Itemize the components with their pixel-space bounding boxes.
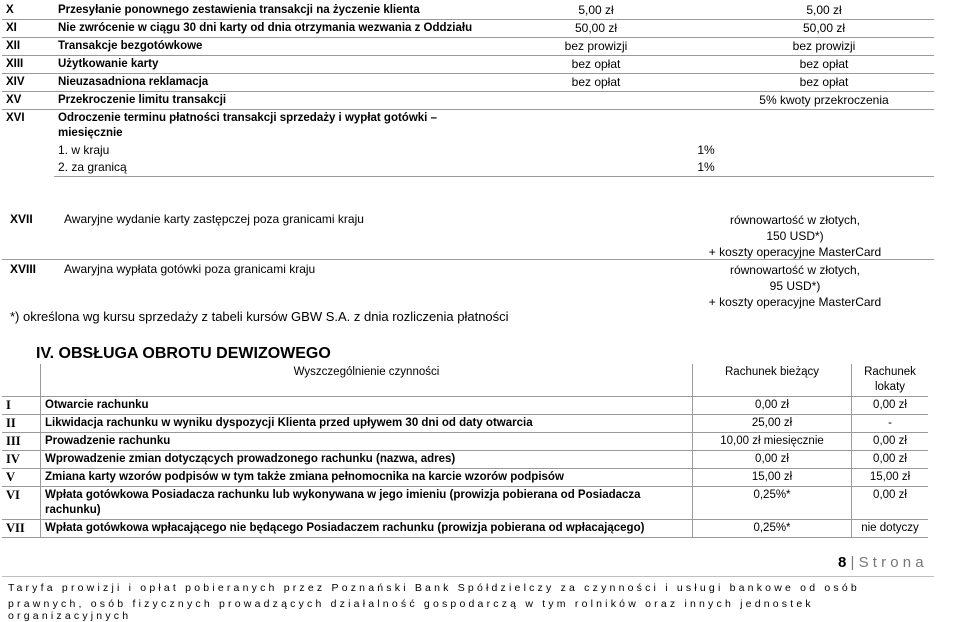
row-description: Nie zwrócenie w ciągu 30 dni karty od dnia otrzymania wezwania z Oddziału	[54, 20, 478, 38]
amount-line: równowartość w złotych,	[729, 213, 861, 227]
page-number	[838, 554, 924, 571]
footer-text: Taryfa prowizji i opłat pobieranych przez Poznański Bank Spółdzielczy za czynności i usługi bankowe od osób	[8, 582, 860, 594]
row-number: I	[2, 397, 41, 415]
table-row	[2, 433, 928, 451]
page-label: S t r o n a	[858, 554, 924, 571]
column-header: Wyszczególnienie czynności	[41, 364, 693, 397]
value-col-2: 15,00 zł	[852, 469, 929, 487]
table-row	[2, 451, 928, 469]
value-col-2: 0,00 zł	[852, 451, 929, 469]
value-col-1: 0,25%*	[693, 520, 852, 538]
value-col-2: 0,00 zł	[852, 433, 929, 451]
value-col-1: 0,00 zł	[693, 451, 852, 469]
amount-line: 150 USD*)	[766, 229, 824, 243]
amount-line: + koszty operacyjne MasterCard	[708, 245, 882, 259]
sub-row	[2, 159, 934, 177]
row-number: XVI	[6, 112, 25, 124]
value-col-1	[478, 92, 714, 110]
table-row	[2, 397, 928, 415]
row-description: Transakcje bezgotówkowe	[54, 38, 478, 56]
table-row	[2, 56, 934, 74]
row-number: XVII	[10, 212, 33, 226]
row-description: Awaryjne wydanie karty zastępczej poza granicami kraju	[64, 212, 364, 226]
row-number: V	[2, 469, 41, 487]
table-row	[2, 20, 934, 38]
footer-text: organizacyjnych	[8, 610, 132, 622]
value-col-2: 5,00 zł	[714, 2, 934, 20]
row-number: VII	[2, 520, 41, 538]
row-number: III	[2, 433, 41, 451]
footer-text: prawnych, osób fizycznych prowadzących działalność gospodarczą w tym rolników oraz innych jednostek	[8, 598, 814, 610]
value-col-1: 0,25%*	[693, 487, 852, 520]
row-number: XVIII	[10, 262, 37, 276]
fee-table	[2, 2, 934, 177]
amount-note	[660, 262, 930, 310]
column-header: Rachunek lokaty	[852, 364, 929, 397]
table-row	[2, 74, 934, 92]
value-col-2: 0,00 zł	[852, 487, 929, 520]
table-row	[2, 520, 928, 538]
row-description: Prowadzenie rachunku	[41, 433, 693, 451]
value-col-2: bez prowizji	[714, 38, 934, 56]
value-col-2: bez opłat	[714, 56, 934, 74]
row-description: Nieuzasadniona reklamacja	[54, 74, 478, 92]
row-description: Wprowadzenie zmian dotyczących prowadzonego rachunku (nazwa, adres)	[41, 451, 693, 469]
row-description: Likwidacja rachunku w wyniku dyspozycji Klienta przed upływem 30 dni od daty otwarcia	[41, 415, 693, 433]
row-number: XI	[2, 20, 54, 38]
row-number: XIV	[2, 74, 54, 92]
amount-note	[660, 212, 930, 260]
sub-row	[2, 142, 934, 159]
table-row	[2, 487, 928, 520]
value-col-1: 0,00 zł	[693, 397, 852, 415]
sub-label: 2. za granicą	[54, 159, 478, 177]
value-col-1: 15,00 zł	[693, 469, 852, 487]
table-row	[2, 415, 928, 433]
table-row	[2, 2, 934, 20]
amount-line: równowartość w złotych,	[729, 263, 861, 277]
row-description: Przesyłanie ponownego zestawienia transakcji na życzenie klienta	[54, 2, 478, 20]
value-col-1: bez prowizji	[478, 38, 714, 56]
sub-value: 1%	[697, 143, 715, 157]
footnote: *) określona wg kursu sprzedaży z tabeli kursów GBW S.A. z dnia rozliczenia płatności	[10, 309, 509, 324]
row-description: Otwarcie rachunku	[41, 397, 693, 415]
sub-label: 1. w kraju	[58, 143, 110, 157]
value-col-2: 5% kwoty przekroczenia	[714, 92, 934, 110]
value-col-2: nie dotyczy	[852, 520, 929, 538]
row-number: IV	[2, 451, 41, 469]
value-col-1: 25,00 zł	[693, 415, 852, 433]
divider	[2, 259, 934, 260]
value-col-2: bez opłat	[714, 74, 934, 92]
row-number: VI	[2, 487, 41, 520]
value-col-1: bez opłat	[478, 56, 714, 74]
section-title: IV. OBSŁUGA OBROTU DEWIZOWEGO	[36, 345, 331, 362]
page-number-sep: |	[850, 554, 855, 571]
row-description: Użytkowanie karty	[54, 56, 478, 74]
table-row	[2, 469, 928, 487]
value-col-1: 10,00 zł miesięcznie	[693, 433, 852, 451]
table-row	[2, 38, 934, 56]
row-number: X	[2, 2, 54, 20]
amount-line: + koszty operacyjne MasterCard	[708, 295, 882, 309]
column-header: Rachunek bieżący	[693, 364, 852, 397]
row-description: Wpłata gotówkowa wpłacającego nie będącego Posiadaczem rachunku (prowizja pobierana od wpłacającego)	[41, 520, 693, 538]
row-number: XV	[2, 92, 54, 110]
table-row	[2, 92, 934, 110]
row-description: Zmiana karty wzorów podpisów w tym także zmiana pełnomocnika na karcie wzorów podpisów	[41, 469, 693, 487]
row-number: II	[2, 415, 41, 433]
sub-value: 1%	[478, 159, 934, 177]
value-col-2: 50,00 zł	[714, 20, 934, 38]
value-col-2: 0,00 zł	[852, 397, 929, 415]
page-number-value: 8	[838, 554, 847, 571]
table-header-row	[2, 364, 928, 397]
row-description: Wpłata gotówkowa Posiadacza rachunku lub wykonywana w jego imieniu (prowizja pobierana od Posiadacza rachunku)	[41, 487, 693, 520]
table-row	[2, 110, 934, 143]
row-description: Przekroczenie limitu transakcji	[54, 92, 478, 110]
row-description: Awaryjna wypłata gotówki poza granicami kraju	[64, 262, 316, 276]
value-col-1: 50,00 zł	[478, 20, 714, 38]
fx-table	[2, 364, 928, 538]
amount-line: 95 USD*)	[769, 279, 821, 293]
row-description: Odroczenie terminu płatności transakcji sprzedaży i wypłat gotówki – miesięcznie	[58, 112, 437, 139]
value-col-1: bez opłat	[478, 74, 714, 92]
value-col-1: 5,00 zł	[478, 2, 714, 20]
row-number: XIII	[2, 56, 54, 74]
row-number: XII	[2, 38, 54, 56]
value-col-2: -	[852, 415, 929, 433]
footer-divider	[2, 576, 934, 577]
